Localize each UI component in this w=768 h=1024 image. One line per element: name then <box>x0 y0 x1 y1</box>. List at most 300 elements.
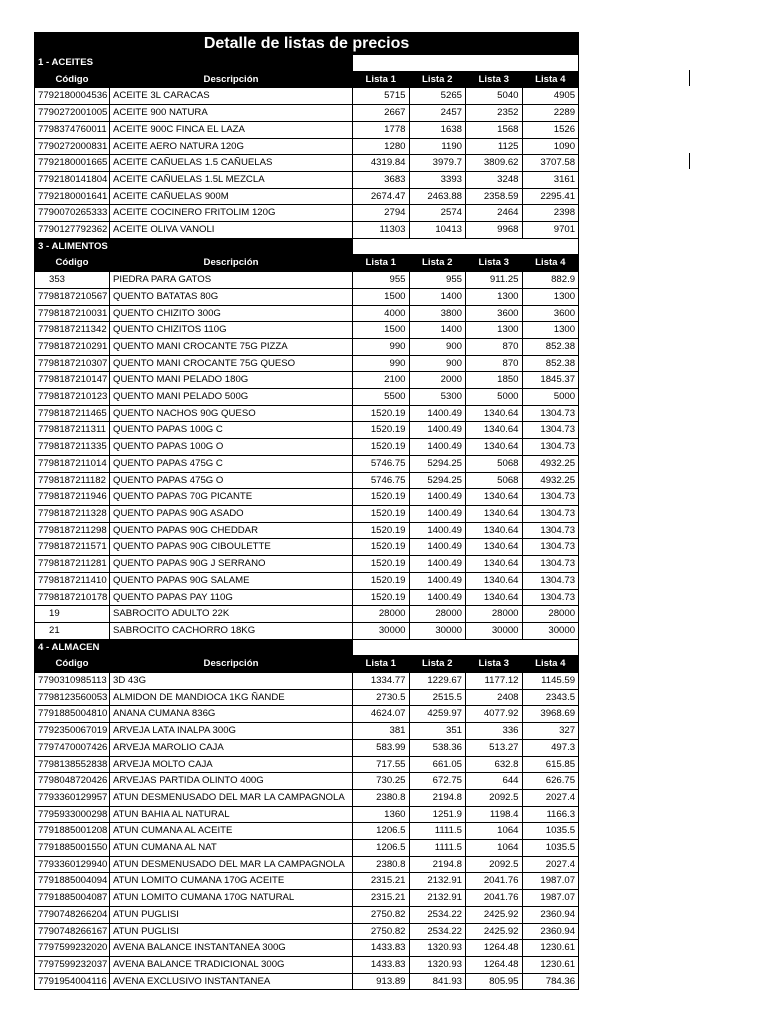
lista3-cell: 1125 <box>466 138 523 155</box>
lista2-cell: 1400 <box>409 322 466 339</box>
code-cell: 7792180141804 <box>35 171 110 188</box>
lista1-cell: 1433.83 <box>353 940 410 957</box>
description-cell: AVENA EXCLUSIVO INSTANTANEA <box>110 973 353 990</box>
table-row <box>35 88 579 105</box>
lista2-cell: 1190 <box>409 138 466 155</box>
table-row <box>35 973 579 990</box>
code-cell: 7798187211946 <box>35 489 110 506</box>
lista1-cell: 1520.19 <box>353 422 410 439</box>
lista4-cell: 5000 <box>522 389 579 406</box>
description-cell: ALMIDON DE MANDIOCA 1KG ÑANDE <box>110 689 353 706</box>
code-cell: 7791885004087 <box>35 890 110 907</box>
table-row <box>35 906 579 923</box>
code-cell: 7798187210567 <box>35 288 110 305</box>
lista3-cell: 1177.12 <box>466 673 523 690</box>
table-row <box>35 689 579 706</box>
table-row <box>35 188 579 205</box>
lista4-cell: 1304.73 <box>522 539 579 556</box>
lista2-cell: 1400.49 <box>409 539 466 556</box>
code-cell: 7798048720426 <box>35 773 110 790</box>
lista4-cell: 784.36 <box>522 973 579 990</box>
table-row <box>35 606 579 623</box>
lista4-cell: 3707.58 <box>522 155 579 172</box>
description-cell: ACEITE 900 NATURA <box>110 105 353 122</box>
lista1-cell: 5715 <box>353 88 410 105</box>
lista4-cell: 1304.73 <box>522 572 579 589</box>
column-header-row <box>35 71 579 88</box>
column-header-row <box>35 255 579 272</box>
lista2-cell: 5300 <box>409 389 466 406</box>
lista3-cell: 4077.92 <box>466 706 523 723</box>
header-l4: Lista 4 <box>522 656 579 673</box>
lista4-cell: 1304.73 <box>522 439 579 456</box>
lista1-cell: 913.89 <box>353 973 410 990</box>
description-cell: ARVEJA MAROLIO CAJA <box>110 739 353 756</box>
lista4-cell: 3968.69 <box>522 706 579 723</box>
lista3-cell: 2092.5 <box>466 789 523 806</box>
lista3-cell: 1340.64 <box>466 422 523 439</box>
lista1-cell: 990 <box>353 355 410 372</box>
code-cell: 7791885004810 <box>35 706 110 723</box>
code-cell: 7798187211182 <box>35 472 110 489</box>
lista2-cell: 4259.97 <box>409 706 466 723</box>
lista2-cell: 1400 <box>409 288 466 305</box>
table-row <box>35 288 579 305</box>
header-l3: Lista 3 <box>466 71 523 88</box>
header-code: Código <box>35 656 110 673</box>
description-cell: AVENA BALANCE TRADICIONAL 300G <box>110 956 353 973</box>
lista4-cell: 2398 <box>522 205 579 222</box>
header-l1: Lista 1 <box>353 255 410 272</box>
lista2-cell: 2463.88 <box>409 188 466 205</box>
section-blank <box>353 639 579 656</box>
lista1-cell: 2750.82 <box>353 923 410 940</box>
lista4-cell: 1230.61 <box>522 940 579 957</box>
section-row <box>35 238 579 255</box>
description-cell: ACEITE 3L CARACAS <box>110 88 353 105</box>
code-cell: 7798187211328 <box>35 505 110 522</box>
header-l4: Lista 4 <box>522 71 579 88</box>
table-row <box>35 823 579 840</box>
table-row <box>35 856 579 873</box>
table-row <box>35 105 579 122</box>
lista2-cell: 900 <box>409 355 466 372</box>
cell-cursor-mark <box>689 153 690 169</box>
description-cell: ATUN CUMANA AL NAT <box>110 840 353 857</box>
lista1-cell: 1520.19 <box>353 589 410 606</box>
lista4-cell: 1304.73 <box>522 589 579 606</box>
description-cell: QUENTO PAPAS 90G SALAME <box>110 572 353 589</box>
lista1-cell: 2794 <box>353 205 410 222</box>
lista3-cell: 1850 <box>466 372 523 389</box>
code-cell: 7798187211014 <box>35 455 110 472</box>
lista2-cell: 1400.49 <box>409 422 466 439</box>
lista1-cell: 2380.8 <box>353 856 410 873</box>
lista4-cell: 1304.73 <box>522 489 579 506</box>
lista1-cell: 1520.19 <box>353 522 410 539</box>
table-row <box>35 338 579 355</box>
page-title: Detalle de listas de precios <box>35 33 579 55</box>
lista1-cell: 4000 <box>353 305 410 322</box>
section-row <box>35 639 579 656</box>
code-cell: 7795933000298 <box>35 806 110 823</box>
description-cell: QUENTO NACHOS 90G QUESO <box>110 405 353 422</box>
description-cell: SABROCITO ADULTO 22K <box>110 606 353 623</box>
lista3-cell: 2358.59 <box>466 188 523 205</box>
lista4-cell: 4905 <box>522 88 579 105</box>
lista4-cell: 852.38 <box>522 338 579 355</box>
description-cell: ACEITE COCINERO FRITOLIM 120G <box>110 205 353 222</box>
lista1-cell: 2315.21 <box>353 873 410 890</box>
lista3-cell: 1340.64 <box>466 572 523 589</box>
table-row <box>35 940 579 957</box>
lista1-cell: 2380.8 <box>353 789 410 806</box>
lista2-cell: 1111.5 <box>409 823 466 840</box>
lista1-cell: 2315.21 <box>353 890 410 907</box>
code-cell: 7792180004536 <box>35 88 110 105</box>
table-row <box>35 171 579 188</box>
lista3-cell: 1340.64 <box>466 522 523 539</box>
lista1-cell: 2667 <box>353 105 410 122</box>
section-title: 1 - ACEITES <box>35 55 353 72</box>
code-cell: 7791885001208 <box>35 823 110 840</box>
lista3-cell: 1064 <box>466 823 523 840</box>
code-cell: 7798187210123 <box>35 389 110 406</box>
lista4-cell: 4932.25 <box>522 455 579 472</box>
table-row <box>35 622 579 639</box>
description-cell: ACEITE AERO NATURA 120G <box>110 138 353 155</box>
section-title: 4 - ALMACEN <box>35 639 353 656</box>
code-cell: 7798187211281 <box>35 556 110 573</box>
lista4-cell: 1090 <box>522 138 579 155</box>
code-cell: 7798187211465 <box>35 405 110 422</box>
description-cell: ARVEJA MOLTO CAJA <box>110 756 353 773</box>
lista2-cell: 2132.91 <box>409 890 466 907</box>
column-header-row <box>35 656 579 673</box>
lista3-cell: 2041.76 <box>466 890 523 907</box>
title-row <box>35 33 579 55</box>
code-cell: 7798187211311 <box>35 422 110 439</box>
table-row <box>35 773 579 790</box>
header-l4: Lista 4 <box>522 255 579 272</box>
lista1-cell: 990 <box>353 338 410 355</box>
lista2-cell: 5294.25 <box>409 472 466 489</box>
lista1-cell: 955 <box>353 272 410 289</box>
section-row <box>35 55 579 72</box>
description-cell: ATUN LOMITO CUMANA 170G ACEITE <box>110 873 353 890</box>
table-row <box>35 138 579 155</box>
lista2-cell: 3393 <box>409 171 466 188</box>
lista3-cell: 644 <box>466 773 523 790</box>
table-row <box>35 673 579 690</box>
table-row <box>35 723 579 740</box>
table-row <box>35 489 579 506</box>
lista2-cell: 1400.49 <box>409 589 466 606</box>
lista3-cell: 911.25 <box>466 272 523 289</box>
lista4-cell: 1230.61 <box>522 956 579 973</box>
lista2-cell: 661.05 <box>409 756 466 773</box>
code-cell: 7798187210291 <box>35 338 110 355</box>
header-l2: Lista 2 <box>409 255 466 272</box>
price-list-sheet <box>34 32 578 990</box>
code-cell: 7798187211342 <box>35 322 110 339</box>
lista2-cell: 1638 <box>409 121 466 138</box>
lista2-cell: 1400.49 <box>409 556 466 573</box>
code-cell: 7798138552838 <box>35 756 110 773</box>
lista1-cell: 2100 <box>353 372 410 389</box>
description-cell: AVENA BALANCE INSTANTANEA 300G <box>110 940 353 957</box>
table-row <box>35 806 579 823</box>
lista2-cell: 672.75 <box>409 773 466 790</box>
table-row <box>35 355 579 372</box>
lista2-cell: 2574 <box>409 205 466 222</box>
table-row <box>35 522 579 539</box>
description-cell: ACEITE CAÑUELAS 900M <box>110 188 353 205</box>
description-cell: ATUN LOMITO CUMANA 170G NATURAL <box>110 890 353 907</box>
lista4-cell: 3161 <box>522 171 579 188</box>
lista4-cell: 1987.07 <box>522 873 579 890</box>
lista3-cell: 870 <box>466 355 523 372</box>
description-cell: QUENTO PAPAS 90G ASADO <box>110 505 353 522</box>
code-cell: 7798187211335 <box>35 439 110 456</box>
lista3-cell: 1340.64 <box>466 589 523 606</box>
lista4-cell: 2360.94 <box>522 906 579 923</box>
lista1-cell: 1520.19 <box>353 489 410 506</box>
code-cell: 7797470007426 <box>35 739 110 756</box>
lista3-cell: 870 <box>466 338 523 355</box>
code-cell: 7798187210307 <box>35 355 110 372</box>
lista1-cell: 1500 <box>353 288 410 305</box>
lista4-cell: 882.9 <box>522 272 579 289</box>
lista3-cell: 1198.4 <box>466 806 523 823</box>
lista3-cell: 1340.64 <box>466 505 523 522</box>
lista2-cell: 1229.67 <box>409 673 466 690</box>
code-cell: 7792350067019 <box>35 723 110 740</box>
lista1-cell: 5500 <box>353 389 410 406</box>
description-cell: QUENTO PAPAS 70G PICANTE <box>110 489 353 506</box>
lista4-cell: 2027.4 <box>522 856 579 873</box>
lista1-cell: 1778 <box>353 121 410 138</box>
code-cell: 7798187210031 <box>35 305 110 322</box>
lista2-cell: 1320.93 <box>409 940 466 957</box>
lista4-cell: 1145.59 <box>522 673 579 690</box>
table-row <box>35 505 579 522</box>
lista2-cell: 351 <box>409 723 466 740</box>
lista1-cell: 1520.19 <box>353 556 410 573</box>
description-cell: ACEITE 900C FINCA EL LAZA <box>110 121 353 138</box>
lista3-cell: 1300 <box>466 322 523 339</box>
lista1-cell: 5746.75 <box>353 455 410 472</box>
lista2-cell: 2194.8 <box>409 789 466 806</box>
code-cell: 7791954004116 <box>35 973 110 990</box>
description-cell: SABROCITO CACHORRO 18KG <box>110 622 353 639</box>
lista1-cell: 1334.77 <box>353 673 410 690</box>
table-row <box>35 222 579 239</box>
code-cell: 7798187211571 <box>35 539 110 556</box>
lista4-cell: 327 <box>522 723 579 740</box>
lista1-cell: 717.55 <box>353 756 410 773</box>
code-cell: 19 <box>35 606 110 623</box>
lista4-cell: 9701 <box>522 222 579 239</box>
lista4-cell: 1304.73 <box>522 522 579 539</box>
lista4-cell: 1035.5 <box>522 823 579 840</box>
lista3-cell: 30000 <box>466 622 523 639</box>
lista4-cell: 30000 <box>522 622 579 639</box>
lista1-cell: 583.99 <box>353 739 410 756</box>
lista3-cell: 1340.64 <box>466 405 523 422</box>
lista1-cell: 2674.47 <box>353 188 410 205</box>
code-cell: 7790272001005 <box>35 105 110 122</box>
lista2-cell: 2534.22 <box>409 906 466 923</box>
header-desc: Descripción <box>110 656 353 673</box>
code-cell: 7798187211410 <box>35 572 110 589</box>
lista2-cell: 2457 <box>409 105 466 122</box>
table-row <box>35 272 579 289</box>
lista4-cell: 1304.73 <box>522 405 579 422</box>
lista2-cell: 2194.8 <box>409 856 466 873</box>
lista4-cell: 2295.41 <box>522 188 579 205</box>
table-row <box>35 572 579 589</box>
description-cell: QUENTO MANI PELADO 500G <box>110 389 353 406</box>
lista4-cell: 2343.5 <box>522 689 579 706</box>
description-cell: ATUN DESMENUSADO DEL MAR LA CAMPAGNOLA <box>110 789 353 806</box>
section-blank <box>353 238 579 255</box>
code-cell: 7792180001665 <box>35 155 110 172</box>
lista3-cell: 2425.92 <box>466 906 523 923</box>
description-cell: ATUN CUMANA AL ACEITE <box>110 823 353 840</box>
lista1-cell: 730.25 <box>353 773 410 790</box>
table-row <box>35 439 579 456</box>
lista4-cell: 2027.4 <box>522 789 579 806</box>
lista1-cell: 5746.75 <box>353 472 410 489</box>
table-row <box>35 389 579 406</box>
lista3-cell: 28000 <box>466 606 523 623</box>
lista2-cell: 1400.49 <box>409 439 466 456</box>
lista2-cell: 955 <box>409 272 466 289</box>
description-cell: QUENTO PAPAS 100G C <box>110 422 353 439</box>
lista3-cell: 1340.64 <box>466 489 523 506</box>
lista3-cell: 1568 <box>466 121 523 138</box>
description-cell: ATUN PUGLISI <box>110 906 353 923</box>
lista2-cell: 30000 <box>409 622 466 639</box>
lista4-cell: 28000 <box>522 606 579 623</box>
description-cell: QUENTO PAPAS 90G CIBOULETTE <box>110 539 353 556</box>
lista2-cell: 2515.5 <box>409 689 466 706</box>
description-cell: ARVEJAS PARTIDA OLINTO 400G <box>110 773 353 790</box>
lista1-cell: 28000 <box>353 606 410 623</box>
description-cell: ARVEJA LATA INALPA 300G <box>110 723 353 740</box>
lista3-cell: 3248 <box>466 171 523 188</box>
table-row <box>35 205 579 222</box>
description-cell: QUENTO CHIZITO 300G <box>110 305 353 322</box>
table-row <box>35 455 579 472</box>
lista4-cell: 1035.5 <box>522 840 579 857</box>
code-cell: 7790310985113 <box>35 673 110 690</box>
lista1-cell: 2750.82 <box>353 906 410 923</box>
table-row <box>35 372 579 389</box>
table-row <box>35 589 579 606</box>
lista1-cell: 381 <box>353 723 410 740</box>
table-row <box>35 956 579 973</box>
header-code: Código <box>35 255 110 272</box>
description-cell: ATUN BAHIA AL NATURAL <box>110 806 353 823</box>
header-l2: Lista 2 <box>409 656 466 673</box>
lista3-cell: 1264.48 <box>466 956 523 973</box>
lista4-cell: 1304.73 <box>522 505 579 522</box>
lista3-cell: 2092.5 <box>466 856 523 873</box>
code-cell: 7798187210178 <box>35 589 110 606</box>
lista3-cell: 1300 <box>466 288 523 305</box>
lista3-cell: 5000 <box>466 389 523 406</box>
lista2-cell: 1251.9 <box>409 806 466 823</box>
lista3-cell: 805.95 <box>466 973 523 990</box>
section-title: 3 - ALIMENTOS <box>35 238 353 255</box>
code-cell: 7798374760011 <box>35 121 110 138</box>
lista1-cell: 3683 <box>353 171 410 188</box>
lista1-cell: 30000 <box>353 622 410 639</box>
lista2-cell: 2132.91 <box>409 873 466 890</box>
description-cell: QUENTO MANI PELADO 180G <box>110 372 353 389</box>
lista2-cell: 900 <box>409 338 466 355</box>
table-row <box>35 422 579 439</box>
lista1-cell: 11303 <box>353 222 410 239</box>
header-l1: Lista 1 <box>353 71 410 88</box>
lista4-cell: 1304.73 <box>522 422 579 439</box>
lista1-cell: 1206.5 <box>353 840 410 857</box>
lista4-cell: 2360.94 <box>522 923 579 940</box>
description-cell: QUENTO MANI CROCANTE 75G QUESO <box>110 355 353 372</box>
lista4-cell: 1300 <box>522 288 579 305</box>
lista1-cell: 1520.19 <box>353 572 410 589</box>
description-cell: QUENTO CHIZITOS 110G <box>110 322 353 339</box>
description-cell: ATUN PUGLISI <box>110 923 353 940</box>
lista1-cell: 1520.19 <box>353 439 410 456</box>
lista1-cell: 1520.19 <box>353 405 410 422</box>
code-cell: 7798123560053 <box>35 689 110 706</box>
header-l3: Lista 3 <box>466 656 523 673</box>
lista3-cell: 9968 <box>466 222 523 239</box>
table-row <box>35 840 579 857</box>
lista3-cell: 2425.92 <box>466 923 523 940</box>
lista3-cell: 632.8 <box>466 756 523 773</box>
cell-cursor-mark <box>689 70 690 86</box>
code-cell: 7791885004094 <box>35 873 110 890</box>
table-row <box>35 405 579 422</box>
code-cell: 7790272000831 <box>35 138 110 155</box>
description-cell: QUENTO PAPAS 475G C <box>110 455 353 472</box>
description-cell: ACEITE OLIVA VANOLI <box>110 222 353 239</box>
lista4-cell: 3600 <box>522 305 579 322</box>
lista1-cell: 1206.5 <box>353 823 410 840</box>
lista3-cell: 2464 <box>466 205 523 222</box>
code-cell: 7790127792362 <box>35 222 110 239</box>
lista3-cell: 1340.64 <box>466 539 523 556</box>
lista2-cell: 1400.49 <box>409 572 466 589</box>
code-cell: 7793360129957 <box>35 789 110 806</box>
code-cell: 7798187210147 <box>35 372 110 389</box>
table-row <box>35 923 579 940</box>
code-cell: 7797599232037 <box>35 956 110 973</box>
description-cell: ACEITE CAÑUELAS 1.5L MEZCLA <box>110 171 353 188</box>
lista3-cell: 1340.64 <box>466 556 523 573</box>
header-l2: Lista 2 <box>409 71 466 88</box>
lista2-cell: 1111.5 <box>409 840 466 857</box>
lista3-cell: 3600 <box>466 305 523 322</box>
lista4-cell: 1304.73 <box>522 556 579 573</box>
table-row <box>35 556 579 573</box>
lista2-cell: 1400.49 <box>409 489 466 506</box>
lista4-cell: 615.85 <box>522 756 579 773</box>
